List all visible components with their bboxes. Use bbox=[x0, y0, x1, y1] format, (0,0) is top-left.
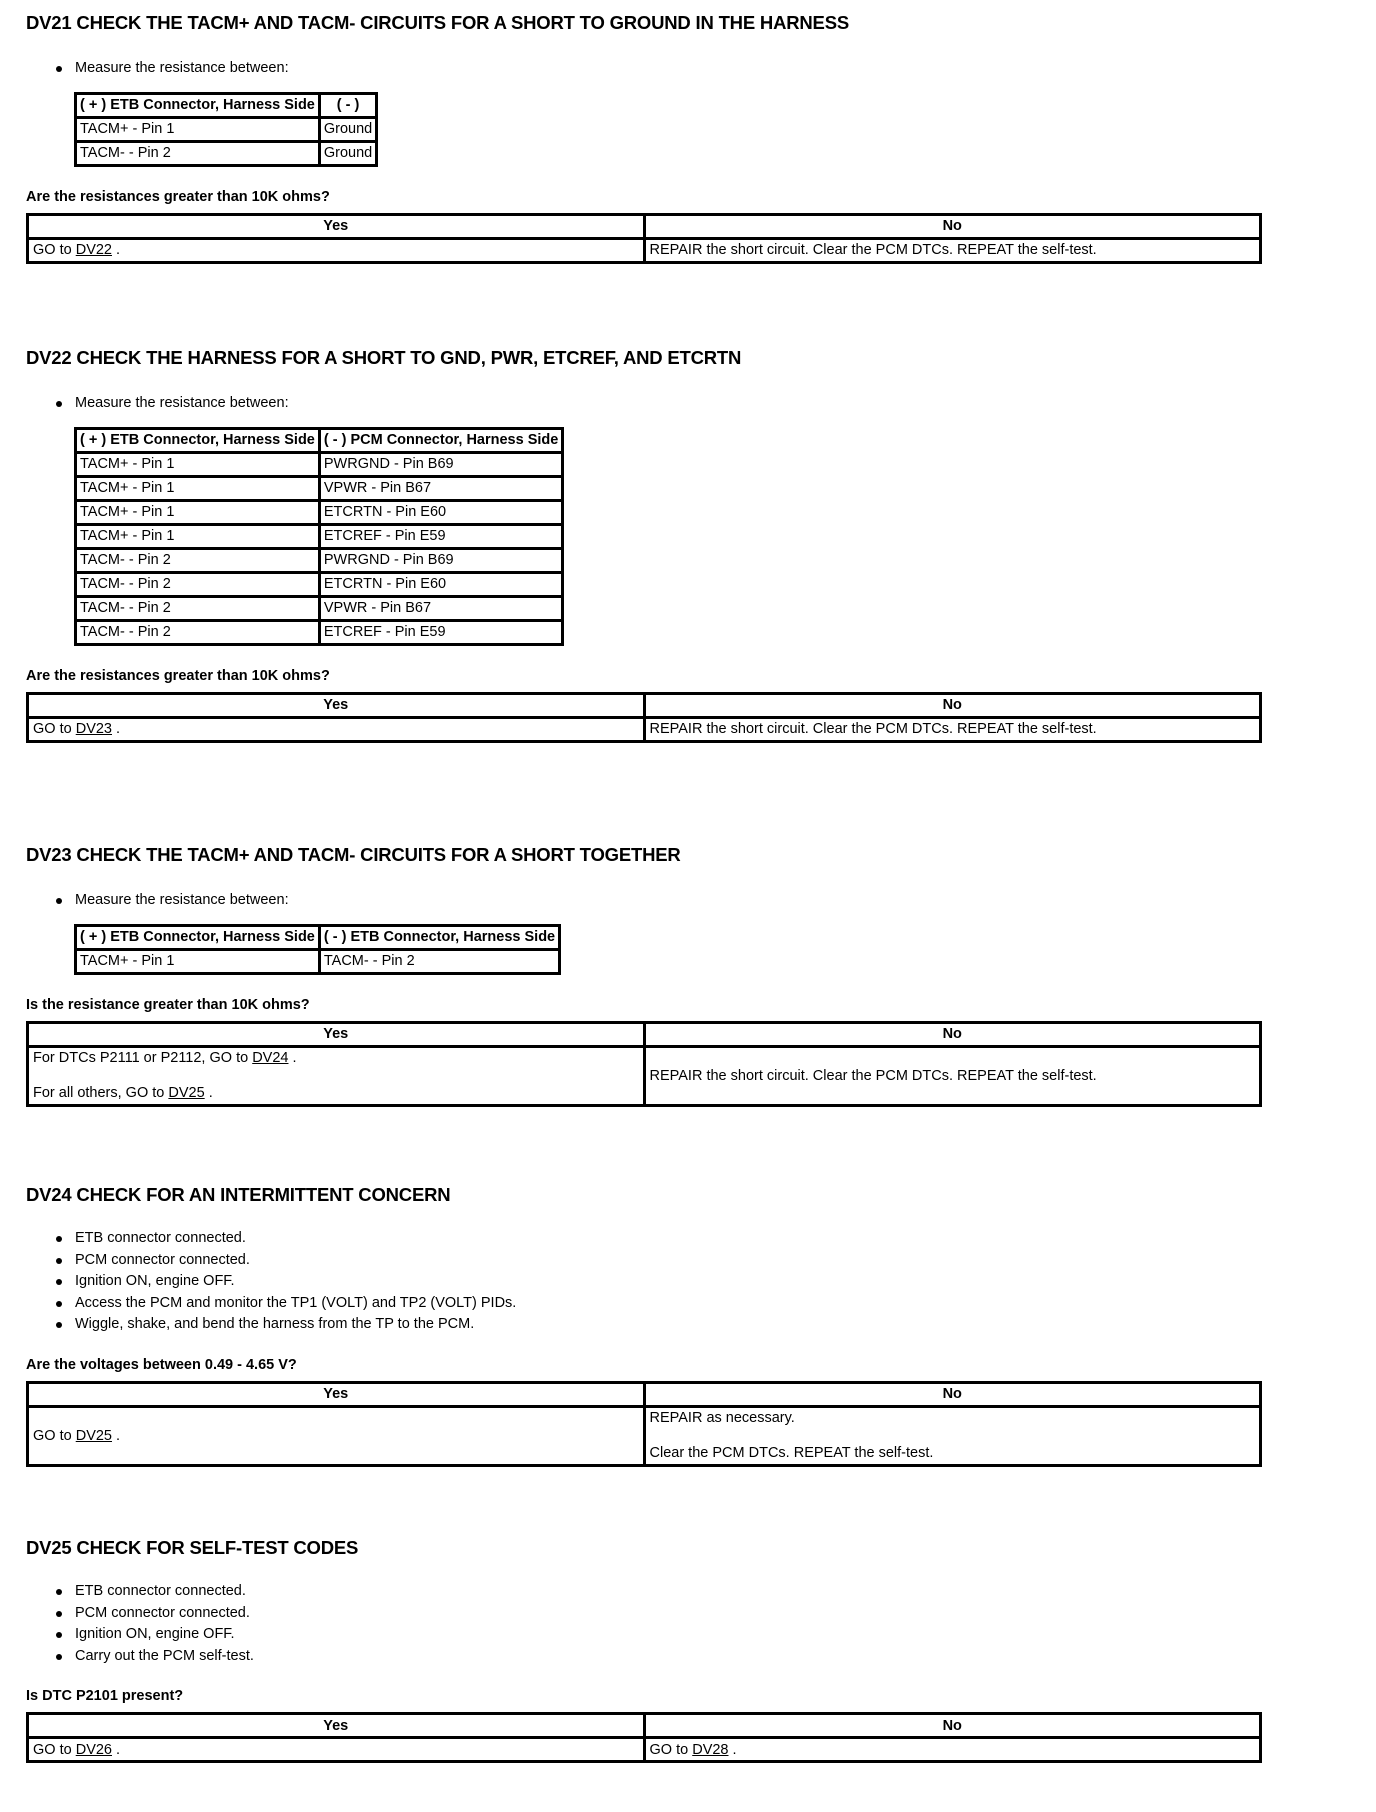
section-dv24 bbox=[26, 1184, 1266, 1467]
question: Is DTC P2101 present? bbox=[26, 1688, 184, 1704]
table-row bbox=[76, 949, 560, 973]
section-title: DV23 CHECK THE TACM+ AND TACM- CIRCUITS FOR A SHORT TOGETHER bbox=[26, 844, 681, 865]
table-cell: VPWR - Pin B67 bbox=[319, 476, 562, 500]
table-cell: TACM+ - Pin 1 bbox=[76, 452, 320, 476]
section-title: DV22 CHECK THE HARNESS FOR A SHORT TO GND, PWR, ETCREF, AND ETCRTN bbox=[26, 347, 742, 368]
no-header: No bbox=[644, 1382, 1261, 1406]
link-dv22[interactable]: DV22 bbox=[75, 242, 112, 258]
yes-header: Yes bbox=[28, 1382, 645, 1406]
instruction-list bbox=[26, 1581, 1266, 1667]
yes-text: GO to bbox=[33, 1741, 76, 1758]
decision-table bbox=[26, 1712, 1262, 1763]
no-text: REPAIR the short circuit. Clear the PCM DTCs. REPEAT the self-test. bbox=[649, 1067, 1097, 1084]
table-row bbox=[76, 620, 563, 644]
instruction-item: ETB connector connected. bbox=[26, 1581, 1266, 1603]
table-cell: VPWR - Pin B67 bbox=[319, 596, 562, 620]
column-header: ( - ) bbox=[319, 93, 376, 117]
measurement-table bbox=[74, 92, 378, 167]
column-header: ( - ) PCM Connector, Harness Side bbox=[319, 428, 562, 452]
instruction-list bbox=[26, 890, 1266, 912]
link-dv25[interactable]: DV25 bbox=[168, 1085, 205, 1101]
no-cell bbox=[644, 1046, 1261, 1105]
question: Are the voltages between 0.49 - 4.65 V? bbox=[26, 1356, 297, 1373]
table-cell: TACM- - Pin 2 bbox=[76, 548, 320, 572]
no-header: No bbox=[644, 214, 1261, 238]
section-dv21 bbox=[26, 12, 1266, 264]
yes-suffix: . bbox=[288, 1050, 297, 1066]
table-row bbox=[76, 452, 563, 476]
no-text: REPAIR as necessary. bbox=[649, 1410, 795, 1426]
yes-text: For DTCs P2111 or P2112, GO to bbox=[33, 1050, 253, 1066]
no-cell bbox=[644, 717, 1261, 741]
no-text: REPAIR the short circuit. Clear the PCM DTCs. REPEAT the self-test. bbox=[649, 721, 1097, 737]
yes-suffix: . bbox=[112, 1741, 121, 1758]
table-cell: TACM- - Pin 2 bbox=[76, 572, 320, 596]
yes-text: GO to bbox=[33, 721, 76, 737]
table-row bbox=[76, 476, 563, 500]
decision-table bbox=[26, 213, 1262, 264]
yes-suffix: . bbox=[112, 242, 121, 258]
table-row bbox=[76, 572, 563, 596]
table-cell: TACM- - Pin 2 bbox=[76, 620, 320, 644]
decision-table bbox=[26, 1381, 1262, 1467]
question: Is the resistance greater than 10K ohms? bbox=[26, 996, 310, 1013]
table-row bbox=[28, 1738, 1261, 1762]
table-cell: TACM- - Pin 2 bbox=[76, 596, 320, 620]
yes-cell bbox=[28, 1046, 645, 1105]
section-dv25 bbox=[26, 1537, 1266, 1763]
table-cell: TACM+ - Pin 1 bbox=[76, 500, 320, 524]
yes-cell bbox=[28, 1406, 645, 1465]
table-cell: TACM+ - Pin 1 bbox=[76, 117, 320, 141]
link-dv28[interactable]: DV28 bbox=[692, 1741, 729, 1758]
table-cell: TACM+ - Pin 1 bbox=[76, 524, 320, 548]
no-cell bbox=[644, 238, 1261, 262]
table-cell: ETCRTN - Pin E60 bbox=[319, 500, 562, 524]
no-suffix: . bbox=[728, 1741, 737, 1758]
column-header: ( - ) ETB Connector, Harness Side bbox=[319, 925, 559, 949]
decision-table bbox=[26, 692, 1262, 743]
yes-header: Yes bbox=[28, 214, 645, 238]
column-header: ( + ) ETB Connector, Harness Side bbox=[76, 428, 320, 452]
table-row bbox=[76, 524, 563, 548]
yes-suffix: . bbox=[204, 1085, 213, 1101]
decision-table bbox=[26, 1021, 1262, 1107]
instruction-item: Wiggle, shake, and bend the harness from the TP to the PCM. bbox=[26, 1314, 1266, 1336]
column-header: ( + ) ETB Connector, Harness Side bbox=[76, 925, 320, 949]
table-row bbox=[76, 117, 377, 141]
instruction-item: Access the PCM and monitor the TP1 (VOLT) and TP2 (VOLT) PIDs. bbox=[26, 1293, 1266, 1315]
table-row bbox=[28, 717, 1261, 741]
yes-cell bbox=[28, 238, 645, 262]
instruction-list bbox=[26, 393, 1266, 415]
link-dv23[interactable]: DV23 bbox=[75, 721, 112, 737]
instruction-list bbox=[26, 1228, 1266, 1336]
yes-header: Yes bbox=[28, 693, 645, 717]
no-header: No bbox=[644, 1022, 1261, 1046]
table-cell: ETCRTN - Pin E60 bbox=[319, 572, 562, 596]
section-dv22 bbox=[26, 347, 1266, 743]
instruction-item: PCM connector connected. bbox=[26, 1603, 1266, 1625]
column-header: ( + ) ETB Connector, Harness Side bbox=[76, 93, 320, 117]
table-cell: PWRGND - Pin B69 bbox=[319, 452, 562, 476]
table-row bbox=[28, 238, 1261, 262]
no-text: Clear the PCM DTCs. REPEAT the self-test. bbox=[649, 1445, 934, 1461]
measurement-table bbox=[74, 427, 564, 646]
no-text: GO to bbox=[649, 1741, 693, 1758]
instruction-item: PCM connector connected. bbox=[26, 1250, 1266, 1272]
yes-suffix: . bbox=[112, 721, 121, 737]
yes-header: Yes bbox=[28, 1022, 645, 1046]
table-cell: TACM- - Pin 2 bbox=[76, 141, 320, 165]
table-row bbox=[76, 500, 563, 524]
yes-header: Yes bbox=[28, 1714, 645, 1738]
question: Are the resistances greater than 10K ohms? bbox=[26, 667, 330, 684]
table-row bbox=[28, 1046, 1261, 1105]
no-cell bbox=[644, 1406, 1261, 1465]
table-cell: TACM+ - Pin 1 bbox=[76, 949, 320, 973]
yes-text: For all others, GO to bbox=[33, 1085, 169, 1101]
instruction-item: Ignition ON, engine OFF. bbox=[26, 1271, 1266, 1293]
yes-text: GO to bbox=[33, 242, 76, 258]
table-cell: ETCREF - Pin E59 bbox=[319, 620, 562, 644]
no-cell bbox=[644, 1738, 1261, 1762]
yes-cell bbox=[28, 1738, 645, 1762]
yes-suffix: . bbox=[112, 1427, 121, 1444]
table-row bbox=[76, 141, 377, 165]
table-cell: Ground bbox=[319, 141, 376, 165]
table-cell: TACM+ - Pin 1 bbox=[76, 476, 320, 500]
instruction-item: Carry out the PCM self-test. bbox=[26, 1646, 1266, 1668]
instruction-item: ETB connector connected. bbox=[26, 1228, 1266, 1250]
section-title: DV21 CHECK THE TACM+ AND TACM- CIRCUITS FOR A SHORT TO GROUND IN THE HARNESS bbox=[26, 12, 849, 33]
section-title: DV25 CHECK FOR SELF-TEST CODES bbox=[26, 1537, 359, 1558]
table-row bbox=[76, 548, 563, 572]
no-header: No bbox=[644, 693, 1261, 717]
yes-text: GO to bbox=[33, 1427, 76, 1444]
table-row bbox=[76, 596, 563, 620]
instruction-item: Measure the resistance between: bbox=[26, 58, 1266, 80]
section-title: DV24 CHECK FOR AN INTERMITTENT CONCERN bbox=[26, 1184, 451, 1205]
table-cell: ETCREF - Pin E59 bbox=[319, 524, 562, 548]
instruction-item: Ignition ON, engine OFF. bbox=[26, 1624, 1266, 1646]
instruction-item: Measure the resistance between: bbox=[26, 890, 1266, 912]
no-header: No bbox=[644, 1714, 1261, 1738]
measurement-table bbox=[74, 924, 561, 975]
instruction-list bbox=[26, 58, 1266, 80]
yes-cell bbox=[28, 717, 645, 741]
no-text: REPAIR the short circuit. Clear the PCM DTCs. REPEAT the self-test. bbox=[649, 242, 1097, 258]
link-dv24[interactable]: DV24 bbox=[252, 1050, 289, 1066]
link-dv26[interactable]: DV26 bbox=[75, 1741, 112, 1758]
table-cell: Ground bbox=[319, 117, 376, 141]
table-row bbox=[28, 1406, 1261, 1465]
link-dv25[interactable]: DV25 bbox=[75, 1427, 112, 1444]
table-cell: PWRGND - Pin B69 bbox=[319, 548, 562, 572]
question: Are the resistances greater than 10K ohms? bbox=[26, 188, 330, 205]
section-dv23 bbox=[26, 844, 1266, 1107]
instruction-item: Measure the resistance between: bbox=[26, 393, 1266, 415]
table-cell: TACM- - Pin 2 bbox=[319, 949, 559, 973]
